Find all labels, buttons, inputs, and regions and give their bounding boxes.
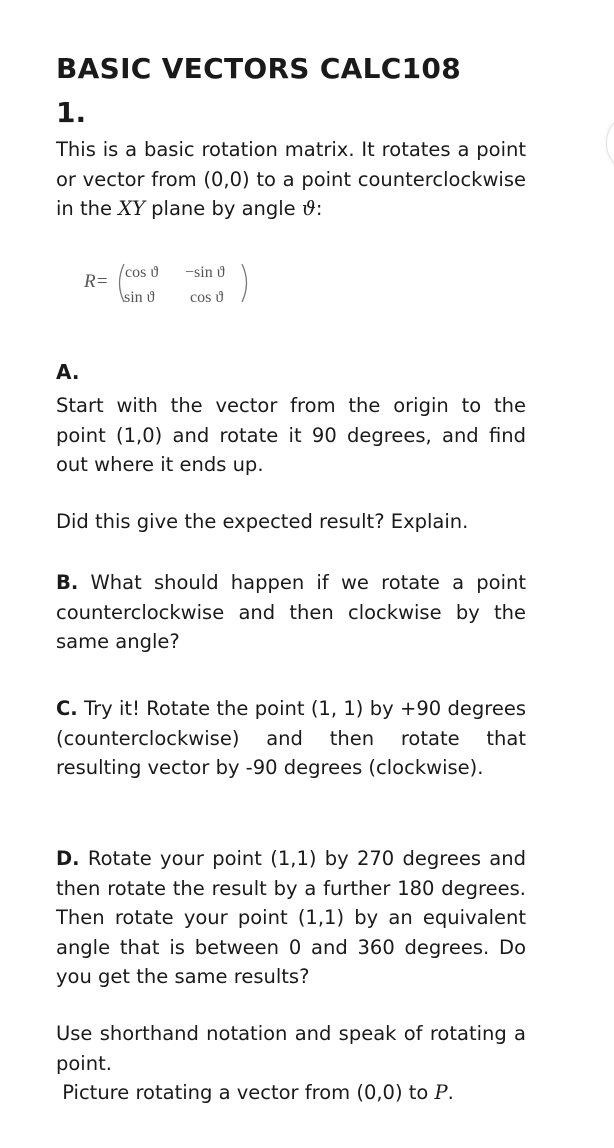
matrix-m22: cos ϑ [190,289,224,306]
notes-line-2-end: . [447,1081,454,1104]
notes-line-2-text: Picture rotating a vector from (0,0) to [56,1081,435,1104]
matrix-lhs: R= [84,271,109,292]
floating-button[interactable] [606,112,614,174]
page-title: BASIC VECTORS CALC108 [56,52,461,85]
part-d-label: D. [56,847,80,870]
part-d-paragraph [56,844,526,992]
point-symbol: P [434,1081,448,1104]
part-c-text: Try it! Rotate the point (1, 1) by +90 degrees (counterclockwise) and then rotate that resulting vector by -90 degrees (clockwise). [56,697,526,779]
matrix-m12: −sin ϑ [185,264,225,281]
part-b-paragraph [56,568,526,657]
part-c-paragraph [56,694,526,783]
rotation-matrix [84,258,254,308]
matrix-m21: sin ϑ [124,289,155,306]
intro-text-end: : [315,197,323,220]
part-d-text: Rotate your point (1,1) by 270 degrees and then rotate the result by a further 180 degrees. Then rotate your point (1,1) by an equivalent angle that is between 0 and 360 degrees. Do you get the same results? [56,847,526,988]
angle-symbol: ϑ [301,197,316,220]
notes-line-1: Use shorthand notation and speak of rotating a point. [56,1022,526,1075]
part-a-followup: Did this give the expected result? Explain. [56,510,469,533]
intro-text-middle: plane by angle [144,197,302,220]
notes-line-2 [56,1078,526,1108]
part-b-label: B. [56,571,79,594]
question-number: 1. [56,96,87,129]
intro-text: This is a basic rotation matrix. It rotates a point or vector from (0,0) to a point counterclockwise in the [56,138,526,220]
matrix-right-paren [242,264,247,302]
part-b-text: What should happen if we rotate a point counterclockwise and then clockwise by the same angle? [56,571,526,653]
intro-paragraph [56,135,526,224]
part-a-text: Start with the vector from the origin to the point (1,0) and rotate it 90 degrees, and find out where it ends up. [56,394,526,476]
matrix-m11: cos ϑ [125,264,159,281]
plane-symbol: XY [118,197,145,220]
part-a-label: A. [56,360,80,384]
part-c-label: C. [56,697,78,720]
